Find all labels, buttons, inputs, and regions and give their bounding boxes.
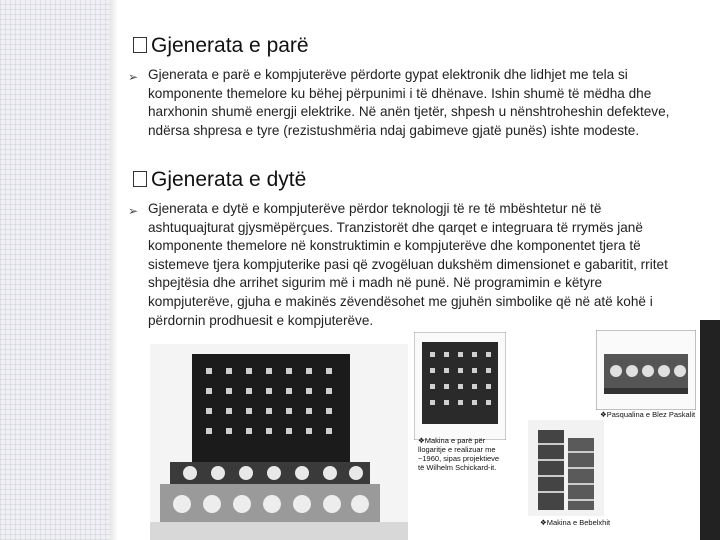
decorative-left-strip (0, 0, 110, 540)
calculating-machine-photo (150, 344, 408, 540)
section2-paragraph: Gjenerata e dytë e kompjuterëve përdor teknologji të re të mbështetur në të ashtuquajturat gjysmëpërçues. Tranzistorët dhe qarqet e integruara të rrymës janë komponente themelore në konstruktimin e kompjuterëve dhe komponentet tjera të sistemeve tjera kompjuterike pasi që zvogëluan dukshëm dimensionet e gabaritit, rritet shpejtësia dhe arrihet sigurim më i madh në punë. Në programimin e këtyre kompjuterëve, gjuha e makinës zëvendësohet me gjuhën simbolike që në atë kohë i përdornin prodhuesit e kompjuterëve. (148, 201, 668, 328)
calculator-photo (414, 332, 506, 440)
babbage-machine-photo (528, 420, 604, 516)
square-box-icon (133, 171, 147, 187)
section2-heading-text: Gjenerata e dytë (151, 168, 307, 191)
babbage-caption: ❖Makina e Bebelxhit (540, 518, 611, 527)
arrowhead-bullet-icon: ➢ (128, 204, 139, 218)
section2-heading (133, 168, 306, 192)
pascaline-photo (596, 330, 696, 410)
pascal-caption: ❖Pasqualina e Blez Paskalit (600, 410, 696, 419)
section1-heading (133, 34, 309, 58)
page-edge-shadow (700, 320, 720, 540)
section1-heading-text: Gjenerata e parë (151, 34, 309, 57)
schickard-caption: ❖Makina e parë për llogaritje e realizuar me ~1960, sipas projektieve të Wilhelm Schickard-it. (418, 436, 500, 472)
section1-paragraph: Gjenerata e parë e kompjuterëve përdorte gypat elektronik dhe lidhjet me tela si komponente themelore ku bëhej përpunimi i të dhënave. Ishin shumë të mëdha dhe harxhonin shumë energji elektrike. Në anën tjetër, shpesh u nënshtroheshin defekteve, ndërsa shpresa e tyre (rezistushmëria ndaj gabimeve gjatë punës) ishte modeste. (148, 67, 670, 138)
decorative-divider (110, 0, 118, 540)
arrowhead-bullet-icon: ➢ (128, 70, 139, 84)
square-box-icon (133, 37, 147, 53)
